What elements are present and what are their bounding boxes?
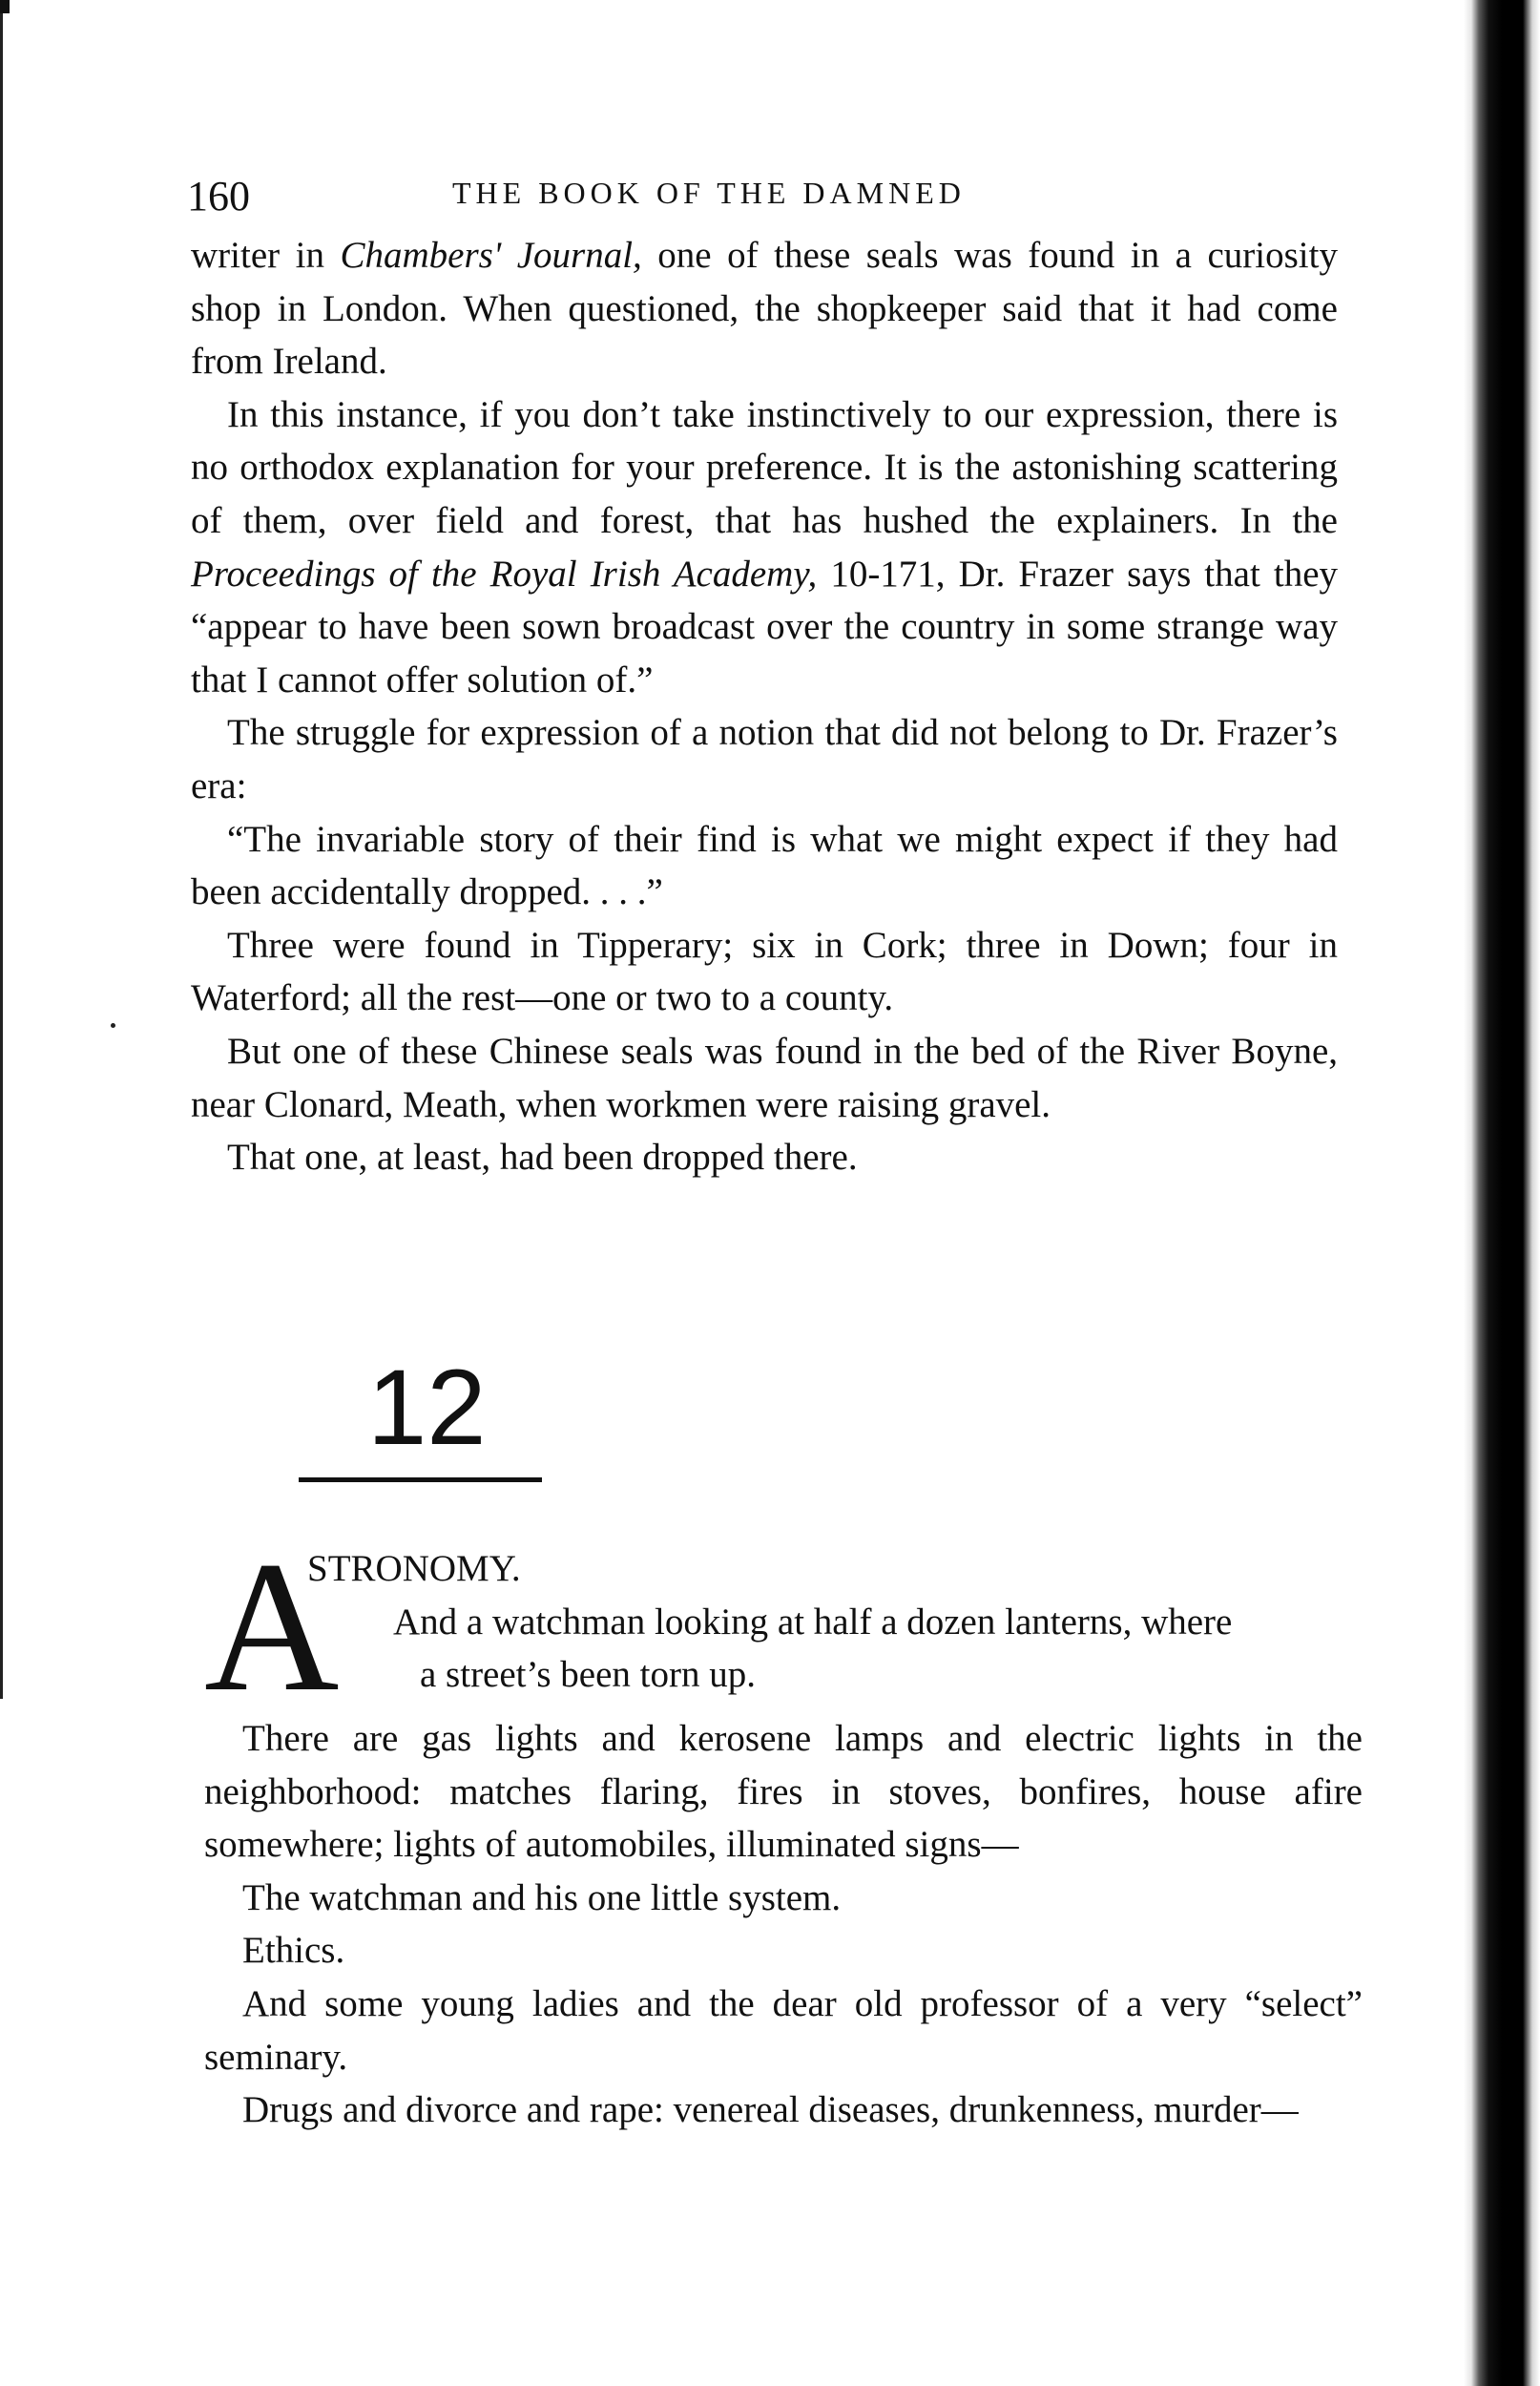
paragraph: And some young ladies and the dear old professor of a very “select” seminary. <box>204 1982 1363 2078</box>
opening-line: And a watchman looking at half a dozen lanterns, where <box>393 1601 1233 1643</box>
chapter-opening <box>307 1542 1361 1702</box>
paragraph: Three were found in Tipperary; six in Cork; three in Down; four in Waterford; all the rest—one or two to a county. <box>191 924 1338 1019</box>
running-head <box>187 172 1475 229</box>
book-title: THE BOOK OF THE DAMNED <box>452 176 966 210</box>
opening-line: STRONOMY. <box>307 1548 521 1589</box>
italic-title: Chambers' Journal, <box>340 235 642 276</box>
paragraph: writer in Chambers' Journal, one of these seals was found in a curiosity shop in London. When questioned, the shopkeeper said that it had come from Ireland. <box>191 235 1338 383</box>
paragraph: Drugs and divorce and rape: venereal diseases, drunkenness, murder— <box>242 2089 1299 2131</box>
chapter-rule <box>299 1477 542 1482</box>
scan-edge-left <box>0 0 3 1699</box>
chapter-number: 12 <box>367 1348 487 1467</box>
body-text <box>191 229 1338 1184</box>
binding-gutter-shadow <box>1464 0 1540 2386</box>
page-number: 160 <box>187 173 250 220</box>
scan-corner-mark <box>0 0 10 13</box>
paragraph: “The invariable story of their find is what we might expect if they had been accidentally dropped. . . .” <box>191 818 1338 913</box>
scan-speck <box>111 1023 115 1028</box>
paragraph: That one, at least, had been dropped there. <box>227 1137 858 1179</box>
drop-cap: A <box>204 1523 340 1730</box>
paragraph: There are gas lights and kerosene lamps and electric lights in the neighborhood: matches flaring, fires in stoves, bonfires, house afire somewhere; lights of automobiles, illuminated signs— <box>204 1718 1363 1866</box>
opening-line: a street’s been torn up. <box>420 1654 756 1696</box>
paragraph: Ethics. <box>242 1930 345 1972</box>
paragraph: The struggle for expression of a notion that did not belong to Dr. Frazer’s era: <box>191 712 1338 806</box>
paragraph: But one of these Chinese seals was found in the bed of the River Boyne, near Clonard, Meath, when workmen were raising gravel. <box>191 1030 1338 1125</box>
paragraph: The watchman and his one little system. <box>242 1876 842 1918</box>
paragraph: In this instance, if you don’t take instinctively to our expression, there is no orthodox explanation for your preference. It is the astonishing scattering of them, over field and forest, that has hushed the explainers. In the Proceedings of the Royal Irish Academy, 10-171, Dr. Frazer says that they “appear to have been sown broadcast over the country in some strange way that I cannot offer solution of.” <box>191 393 1338 701</box>
italic-title: Proceedings of the Royal Irish Academy, <box>191 553 818 595</box>
chapter-paragraphs <box>204 1712 1363 2137</box>
